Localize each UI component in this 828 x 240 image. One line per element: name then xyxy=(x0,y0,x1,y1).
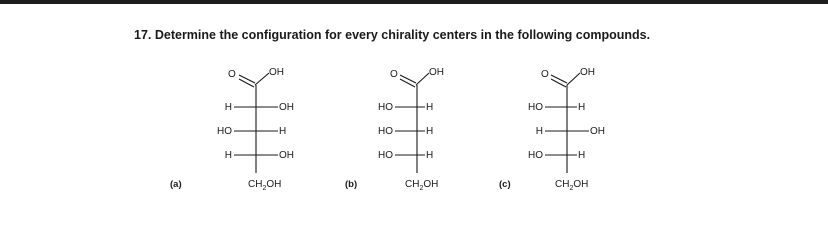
hydroxyl-label: OH xyxy=(269,67,284,78)
carbonyl-oxygen: O xyxy=(390,69,398,80)
hydroxyl-label: OH xyxy=(429,67,444,78)
carboxyl-oh-bond xyxy=(255,73,269,85)
bottom-group: $CH_2OH$ xyxy=(405,179,439,192)
compound-tag: (c) xyxy=(499,179,511,190)
right-substituent: H xyxy=(426,126,434,137)
left-substituent: H xyxy=(224,150,232,161)
carbonyl-oxygen: O xyxy=(228,69,236,80)
carbonyl-bond xyxy=(400,75,416,83)
compound-tag: (a) xyxy=(170,179,182,190)
bottom-group: $CH_2OH$ xyxy=(555,179,589,192)
right-substituent: H xyxy=(426,150,434,161)
left-substituent: H xyxy=(535,126,543,137)
compound-b xyxy=(345,67,444,192)
carboxyl-oh-bond xyxy=(416,73,429,85)
carbonyl-bond xyxy=(239,75,255,83)
left-substituent: HO xyxy=(378,126,393,137)
compound-c xyxy=(499,67,605,192)
right-substituent: H xyxy=(426,102,434,113)
right-substituent: OH xyxy=(590,126,605,137)
carbonyl-bond xyxy=(551,75,567,83)
right-substituent: OH xyxy=(279,150,294,161)
left-substituent: HO xyxy=(528,102,543,113)
left-substituent: HO xyxy=(378,102,393,113)
carbonyl-bond-2 xyxy=(400,79,415,87)
carboxyl-oh-bond xyxy=(567,73,580,85)
right-substituent: H xyxy=(279,126,287,137)
carbonyl-bond-2 xyxy=(239,79,254,87)
question-text: 17. Determine the configuration for every chirality centers in the following compounds. xyxy=(134,28,651,42)
right-substituent: H xyxy=(578,150,586,161)
right-substituent: OH xyxy=(279,102,294,113)
bottom-group: $CH_2OH$ xyxy=(248,179,282,192)
left-substituent: HO xyxy=(378,150,393,161)
right-substituent: H xyxy=(578,102,586,113)
compound-tag: (b) xyxy=(345,179,358,190)
carbonyl-bond-2 xyxy=(551,79,566,87)
hydroxyl-label: OH xyxy=(580,67,595,78)
compound-a xyxy=(170,67,294,192)
left-substituent: HO xyxy=(528,150,543,161)
carbonyl-oxygen: O xyxy=(541,69,549,80)
left-substituent: H xyxy=(224,102,232,113)
left-substituent: HO xyxy=(217,126,232,137)
